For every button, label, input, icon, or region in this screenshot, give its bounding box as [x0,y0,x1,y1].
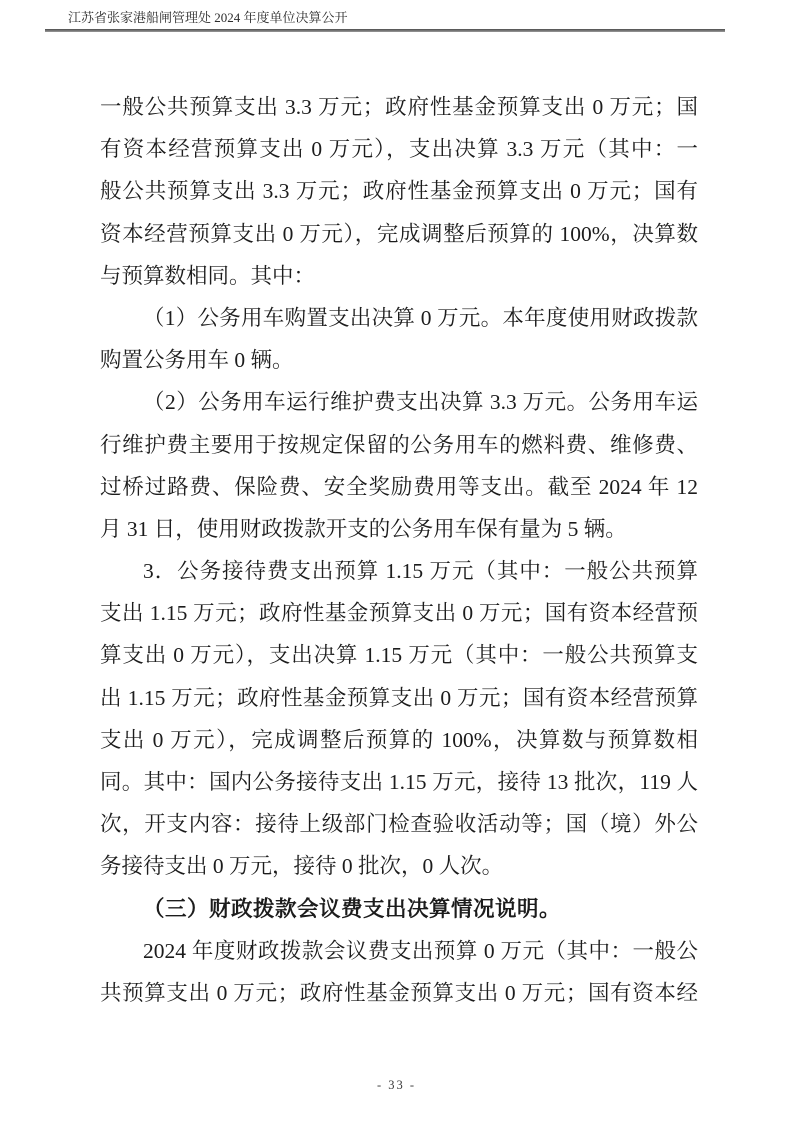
header-rule [45,29,725,32]
text-line: 3．公务接待费支出预算 1.15 万元（其中：一般公共预算 [143,559,698,584]
text-line: 出 1.15 万元；政府性基金预算支出 0 万元；国有资本经营预算 [100,685,698,710]
page-header-title: 江苏省张家港船闸管理处 2024 年度单位决算公开 [68,10,348,25]
text-line: 有资本经营预算支出 0 万元），支出决算 3.3 万元（其中：一 [100,137,698,162]
text-line: 资本经营预算支出 0 万元），完成调整后预算的 100%，决算数 [100,221,698,246]
text-line: 般公共预算支出 3.3 万元；政府性基金预算支出 0 万元；国有 [100,179,698,204]
text-line: 一般公共预算支出 3.3 万元；政府性基金预算支出 0 万元；国 [100,95,698,119]
document-body [100,86,698,1014]
text-line: 行维护费主要用于按规定保留的公务用车的燃料费、维修费、 [100,432,698,457]
text-line: 共预算支出 0 万元；政府性基金预算支出 0 万元；国有资本经 [100,980,698,1005]
text-line: 支出 0 万元），完成调整后预算的 100%，决算数与预算数相 [100,727,698,752]
text-line: 2024 年度财政拨款会议费支出预算 0 万元（其中：一般公 [143,938,698,963]
text-line: 支出 1.15 万元；政府性基金预算支出 0 万元；国有资本经营预 [100,601,698,626]
text-line: 算支出 0 万元），支出决算 1.15 万元（其中：一般公共预算支 [100,643,698,668]
text-line: 过桥过路费、保险费、安全奖励费用等支出。截至 2024 年 12 [100,474,698,499]
text-line: 次，开支内容：接待上级部门检查验收活动等；国（境）外公 [100,812,698,837]
section-heading: （三）财政拨款会议费支出决算情况说明。 [143,896,562,921]
text-line: 务接待支出 0 万元，接待 0 批次，0 人次。 [100,854,504,879]
text-line: （1）公务用车购置支出决算 0 万元。本年度使用财政拨款 [143,305,698,330]
text-line: 同。其中：国内公务接待支出 1.15 万元，接待 13 批次，119 人 [100,770,698,794]
text-line: 购置公务用车 0 辆。 [100,348,294,373]
text-line: 月 31 日，使用财政拨款开支的公务用车保有量为 5 辆。 [100,516,627,541]
text-line: （2）公务用车运行维护费支出决算 3.3 万元。公务用车运 [143,390,698,415]
text-line: 与预算数相同。其中： [100,263,316,288]
page-number: - 33 - [376,1078,417,1092]
